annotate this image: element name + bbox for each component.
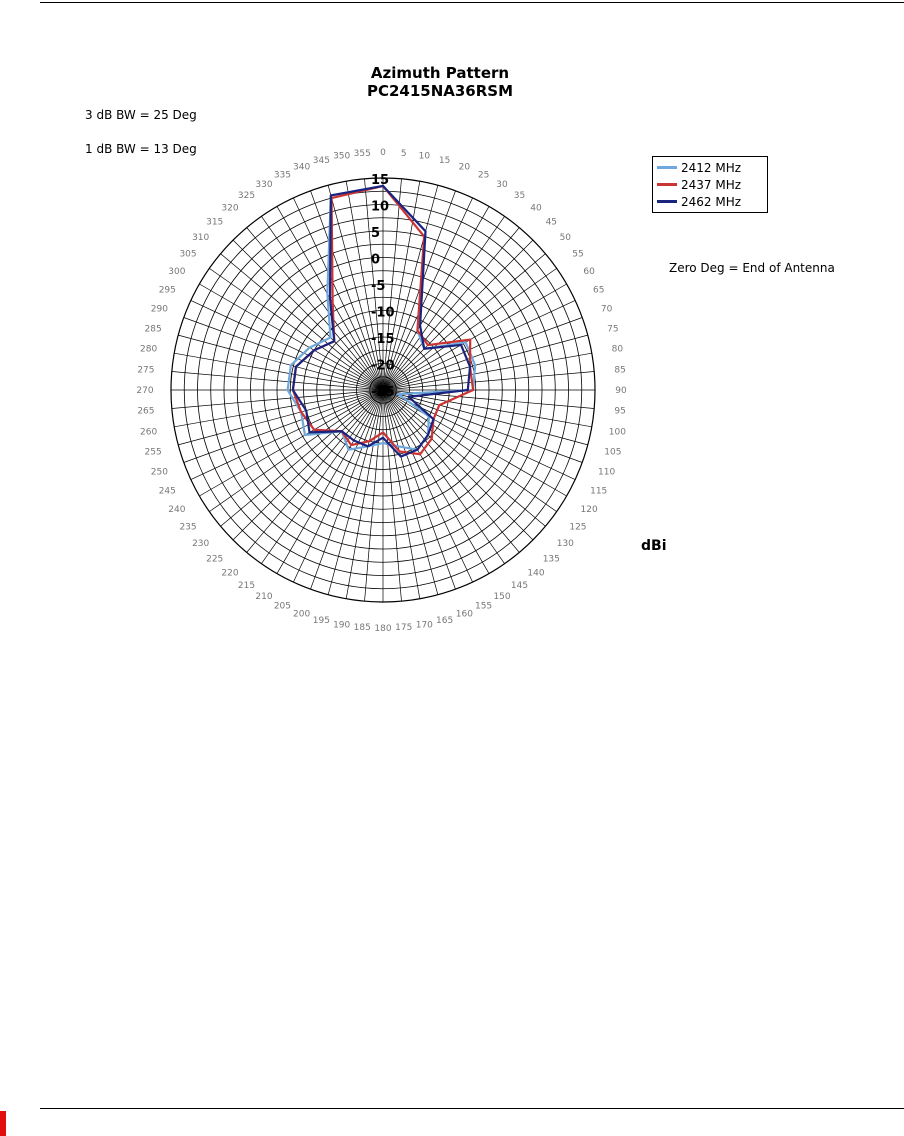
- angle-tick-label: 100: [608, 427, 626, 438]
- legend-label: 2437 MHz: [681, 177, 742, 192]
- angle-tick-label: 15: [438, 156, 451, 167]
- angle-tick-label: 135: [542, 554, 560, 565]
- angle-tick-label: 265: [137, 406, 155, 417]
- angle-tick-label: 60: [583, 267, 595, 277]
- zero-deg-note: Zero Deg = End of Antenna: [669, 261, 835, 275]
- angle-tick-label: 130: [556, 538, 574, 549]
- legend-label: 2462 MHz: [681, 194, 742, 209]
- angle-tick-label: 305: [179, 249, 197, 260]
- grid-spoke: [383, 317, 582, 390]
- bw-3db-note: 3 dB BW = 25 Deg: [85, 108, 197, 122]
- angle-tick-label: 115: [590, 486, 608, 497]
- angle-tick-label: 170: [415, 620, 433, 631]
- angle-tick-label: 260: [140, 427, 158, 438]
- angle-tick-label: 40: [530, 203, 542, 214]
- grid-spoke: [383, 390, 588, 445]
- chart-title: Azimuth Pattern: [370, 64, 510, 82]
- bottom-rule: [40, 1108, 904, 1109]
- grid-spoke: [310, 390, 383, 589]
- radial-tick-label: 0: [371, 252, 381, 268]
- angle-tick-label: 350: [333, 151, 351, 162]
- angle-tick-label: 160: [455, 609, 473, 620]
- angle-tick-label: 175: [395, 623, 413, 634]
- angle-tick-label: 230: [192, 538, 210, 549]
- legend-swatch: [657, 183, 677, 186]
- bw-1db-note: 1 dB BW = 13 Deg: [85, 142, 197, 156]
- grid-spoke: [383, 335, 588, 390]
- angle-tick-label: 235: [179, 522, 197, 533]
- angle-tick-label: 335: [273, 170, 292, 181]
- angle-tick-label: 240: [168, 505, 186, 515]
- series-trace-2: [293, 186, 470, 457]
- radial-tick-label: 5: [371, 226, 381, 241]
- angle-tick-label: 310: [192, 233, 210, 244]
- angle-tick-label: 295: [158, 285, 176, 296]
- angle-tick-label: 180: [374, 624, 392, 634]
- angle-tick-label: 5: [400, 148, 407, 159]
- chart-subtitle: PC2415NA36RSM: [366, 82, 514, 100]
- radial-unit-label: dBi: [641, 538, 667, 554]
- angle-tick-label: 55: [572, 249, 584, 260]
- angle-tick-label: 340: [293, 162, 311, 173]
- angle-tick-label: 140: [527, 568, 545, 579]
- angle-tick-label: 105: [604, 447, 622, 458]
- legend: [652, 156, 768, 213]
- legend-entry: [657, 176, 763, 193]
- angle-tick-label: 110: [598, 467, 616, 478]
- angle-tick-label: 210: [255, 592, 273, 603]
- radial-tick-label: -5: [371, 279, 386, 294]
- angle-tick-label: 155: [474, 601, 493, 612]
- angle-tick-label: 150: [493, 592, 511, 603]
- legend-swatch: [657, 166, 677, 169]
- angle-tick-label: 250: [150, 467, 168, 478]
- angle-tick-label: 190: [333, 620, 351, 631]
- grid-spoke: [184, 317, 383, 390]
- angle-tick-label: 45: [545, 217, 558, 228]
- grid-spoke: [383, 390, 456, 589]
- angle-tick-label: 95: [614, 406, 626, 417]
- angle-tick-label: 205: [273, 601, 292, 612]
- angle-tick-label: 345: [312, 156, 330, 167]
- angle-tick-label: 355: [353, 148, 371, 159]
- angle-tick-label: 165: [436, 615, 454, 626]
- radial-tick-label: 10: [371, 199, 390, 215]
- page-marker: [0, 1111, 6, 1136]
- angle-tick-label: 215: [237, 580, 256, 591]
- angle-tick-label: 120: [580, 505, 598, 515]
- azimuth-chart: [80, 60, 835, 650]
- angle-tick-label: 225: [206, 554, 224, 565]
- angle-tick-label: 75: [607, 324, 619, 335]
- angle-tick-label: 50: [559, 233, 572, 244]
- angle-tick-label: 90: [615, 386, 627, 396]
- angle-tick-label: 20: [458, 162, 471, 173]
- angle-tick-label: 325: [237, 191, 256, 202]
- angle-tick-label: 125: [569, 522, 587, 533]
- legend-entry: [657, 159, 763, 176]
- angle-tick-label: 285: [144, 324, 162, 335]
- angle-tick-label: 330: [255, 179, 273, 190]
- angle-tick-label: 300: [168, 267, 186, 277]
- angle-tick-label: 195: [312, 615, 330, 626]
- grid-spoke: [178, 390, 383, 445]
- angle-tick-label: 35: [513, 191, 526, 202]
- angle-tick-label: 25: [477, 170, 490, 181]
- angle-tick-label: 30: [496, 179, 508, 190]
- angle-tick-label: 10: [418, 151, 431, 162]
- angle-tick-label: 320: [221, 203, 239, 214]
- angle-tick-label: 255: [144, 447, 162, 458]
- angle-tick-label: 65: [592, 285, 605, 296]
- angle-tick-label: 0: [380, 148, 386, 158]
- radial-tick-label: -15: [371, 332, 395, 347]
- angle-tick-label: 280: [140, 344, 158, 355]
- legend-label: 2412 MHz: [681, 160, 742, 175]
- radial-tick-label: -20: [371, 358, 395, 374]
- angle-tick-label: 290: [150, 304, 168, 315]
- angle-tick-label: 70: [600, 304, 613, 315]
- legend-swatch: [657, 200, 677, 203]
- angle-tick-label: 80: [611, 344, 624, 355]
- angle-tick-label: 245: [158, 486, 176, 497]
- grid-spoke: [328, 390, 383, 595]
- angle-tick-label: 220: [221, 568, 239, 579]
- angle-tick-label: 85: [614, 365, 626, 376]
- radial-tick-label: -10: [371, 305, 395, 321]
- angle-tick-label: 275: [137, 365, 155, 376]
- angle-tick-label: 200: [293, 609, 311, 620]
- angle-tick-label: 315: [206, 217, 224, 228]
- angle-tick-label: 270: [136, 386, 154, 396]
- legend-entry: [657, 193, 763, 210]
- top-rule: [40, 2, 904, 3]
- angle-tick-label: 145: [510, 580, 529, 591]
- grid-spoke: [178, 335, 383, 390]
- polar-plot: [80, 60, 800, 650]
- grid-spoke: [184, 390, 383, 463]
- angle-tick-label: 185: [353, 623, 371, 634]
- radial-tick-label: -25: [371, 385, 395, 400]
- radial-tick-label: 15: [371, 173, 390, 188]
